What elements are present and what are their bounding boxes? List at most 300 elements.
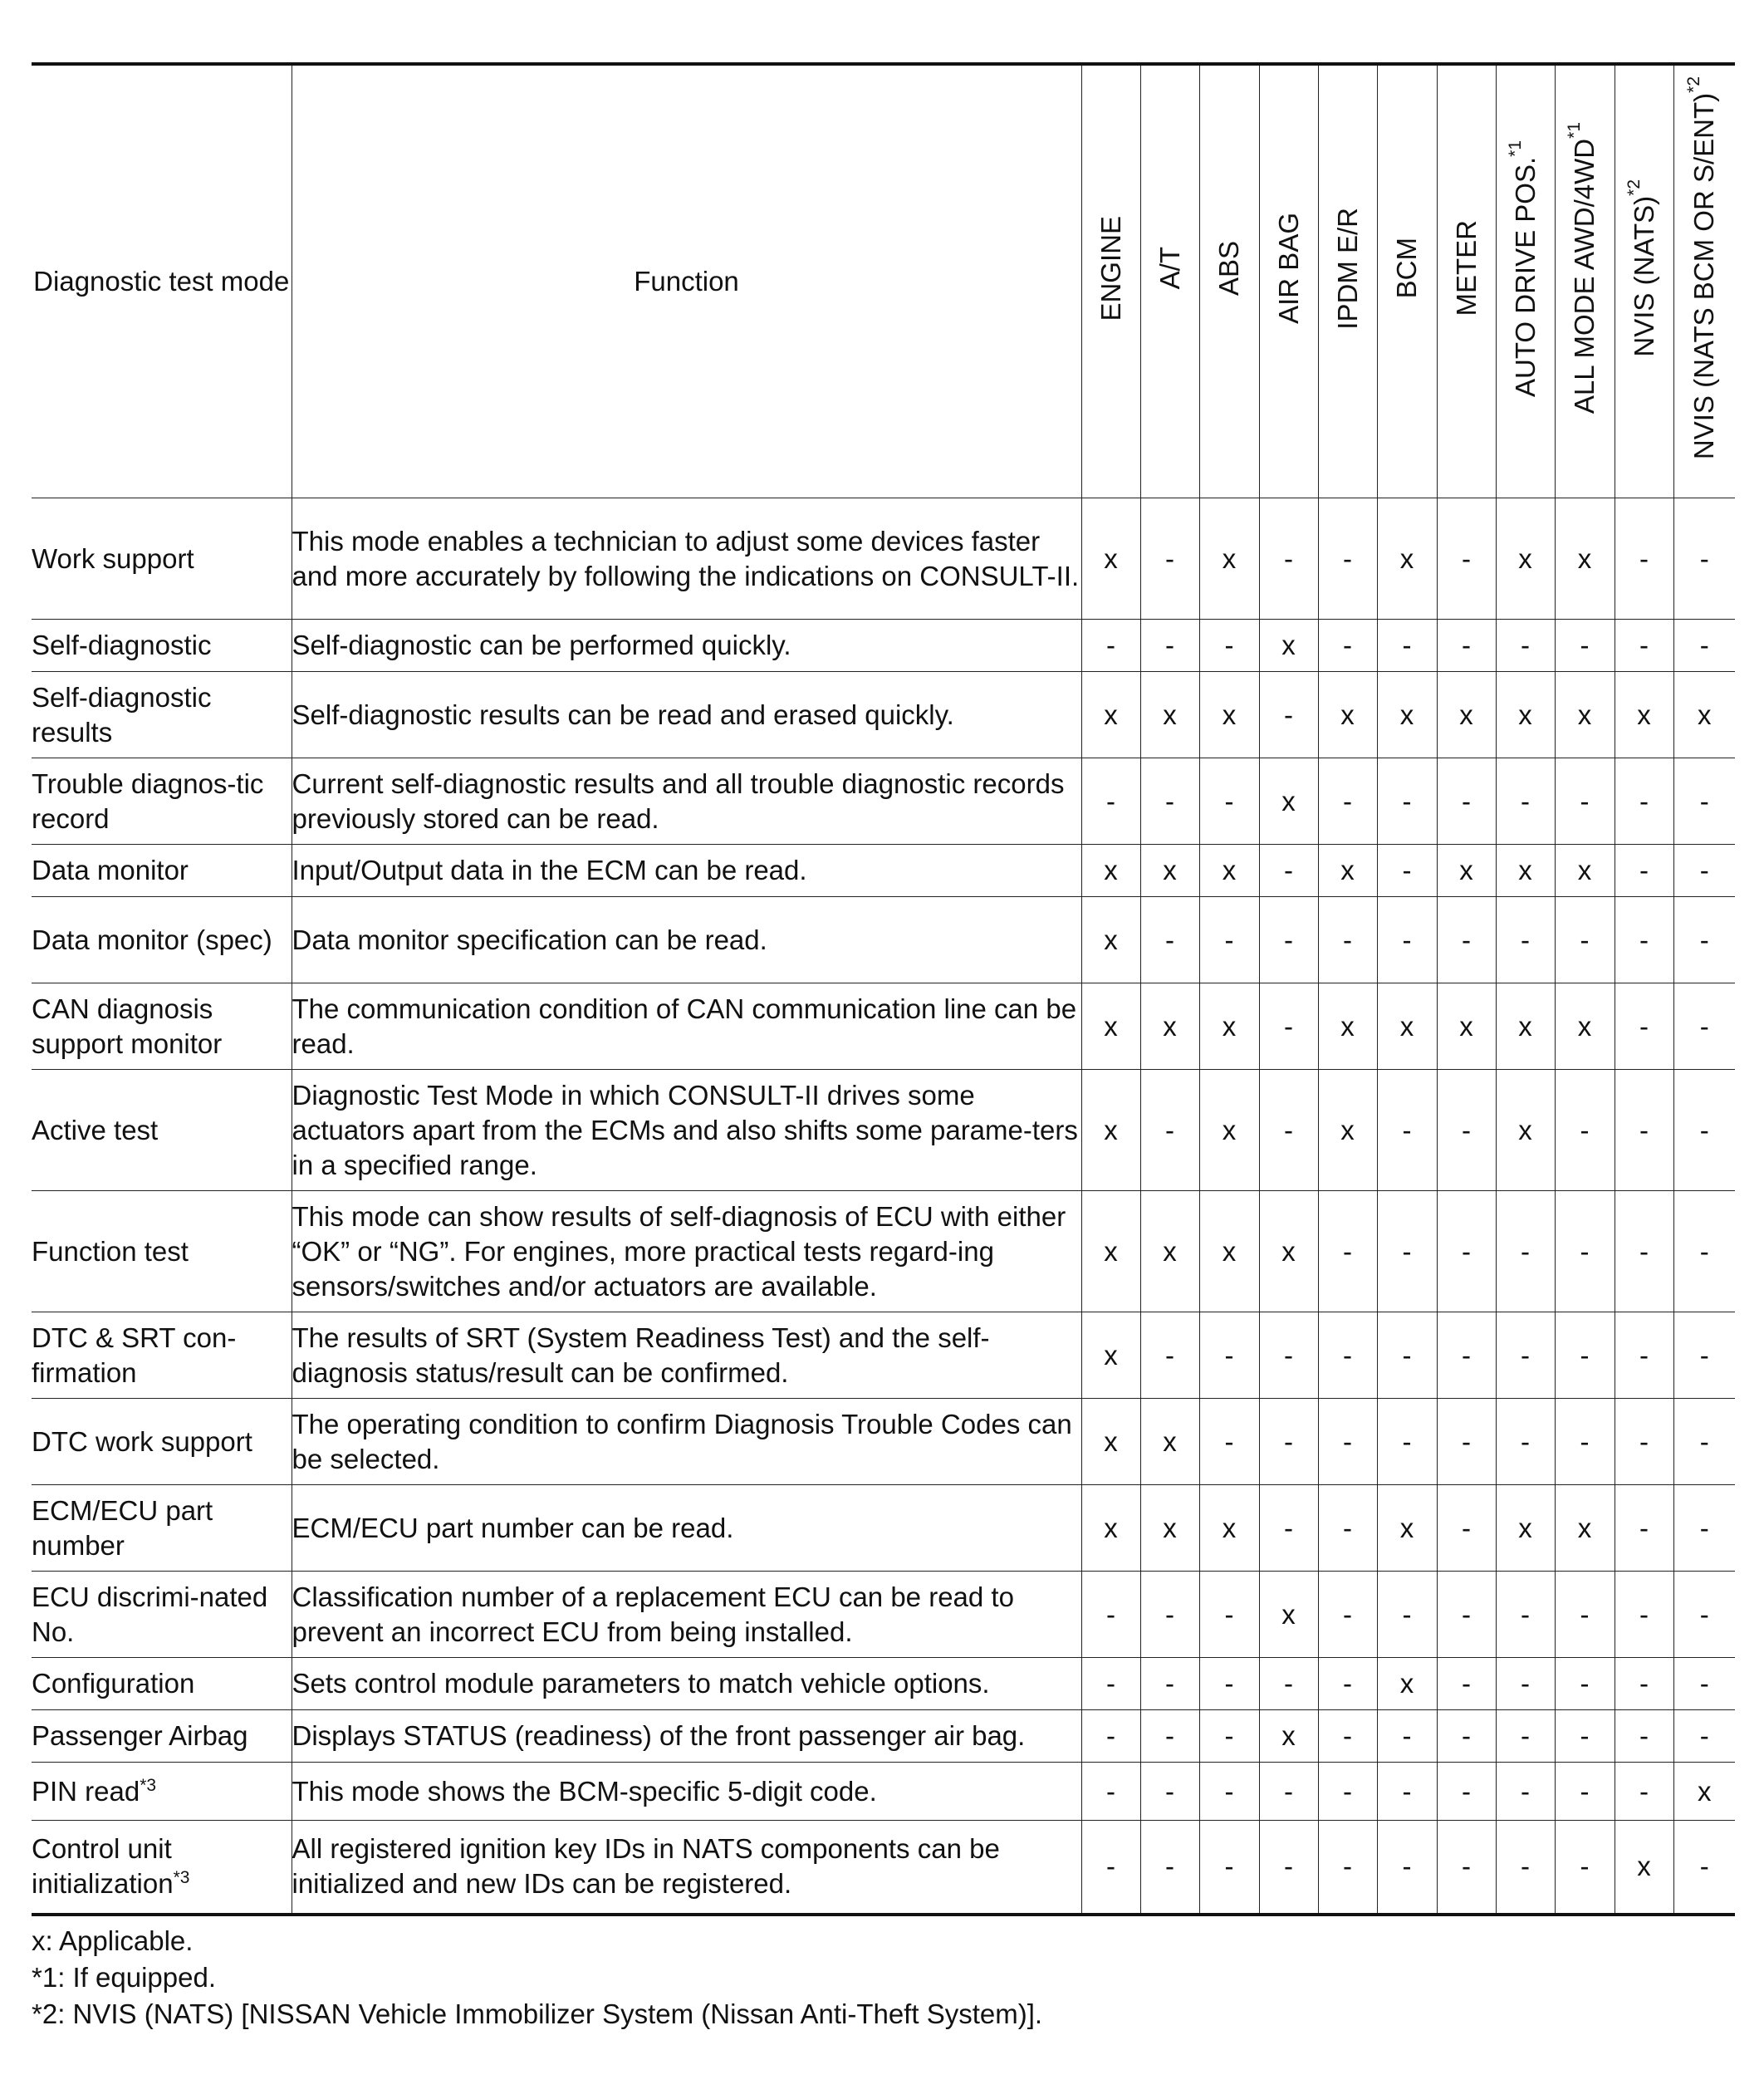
applicability-cell: x <box>1437 845 1496 897</box>
applicability-cell: - <box>1140 1070 1199 1191</box>
mode-name: CAN diagnosis support monitor <box>32 993 223 1059</box>
applicability-cell: - <box>1496 1658 1555 1710</box>
applicability-cell: - <box>1673 758 1735 845</box>
module-name: ABS <box>1213 240 1244 297</box>
table-row <box>32 1070 1735 1191</box>
applicability-cell: - <box>1437 620 1496 672</box>
applicability-cell: - <box>1437 498 1496 620</box>
table-row <box>32 1710 1735 1763</box>
applicability-cell: - <box>1199 1312 1259 1399</box>
applicability-cell: x <box>1496 845 1555 897</box>
applicability-cell: x <box>1318 1070 1377 1191</box>
applicability-cell: - <box>1555 897 1615 983</box>
applicability-cell: x <box>1140 1399 1199 1485</box>
applicability-cell: x <box>1615 672 1673 758</box>
applicability-cell: - <box>1140 897 1199 983</box>
applicability-cell: - <box>1615 498 1673 620</box>
header-module <box>1081 64 1140 498</box>
table-row <box>32 897 1735 983</box>
footnote-ref: *3 <box>173 1868 190 1888</box>
header-function: Function <box>292 64 1081 498</box>
applicability-cell: x <box>1199 1070 1259 1191</box>
mode-cell <box>32 758 292 845</box>
header-module <box>1199 64 1259 498</box>
header-module <box>1377 64 1437 498</box>
applicability-cell: - <box>1496 897 1555 983</box>
applicability-cell: x <box>1437 983 1496 1070</box>
table-row <box>32 498 1735 620</box>
table-row <box>32 1485 1735 1572</box>
module-name: ENGINE <box>1095 215 1126 321</box>
mode-cell <box>32 1821 292 1915</box>
mode-name: ECU discrimi-nated No. <box>32 1581 268 1647</box>
applicability-cell: x <box>1377 1658 1437 1710</box>
applicability-cell: - <box>1259 845 1318 897</box>
module-name: NVIS (NATS) <box>1628 196 1659 357</box>
module-name: METER <box>1450 220 1482 316</box>
applicability-cell: x <box>1081 1485 1140 1572</box>
applicability-cell: - <box>1673 983 1735 1070</box>
applicability-cell: - <box>1555 1763 1615 1821</box>
applicability-cell: - <box>1199 758 1259 845</box>
function-cell: All registered ignition key IDs in NATS components can be initialized and new IDs can be registered. <box>292 1821 1081 1915</box>
module-label <box>1153 247 1188 307</box>
applicability-cell: - <box>1437 1821 1496 1915</box>
applicability-cell: - <box>1140 1710 1199 1763</box>
footnote-ref: *1 <box>1505 140 1525 157</box>
mode-cell <box>32 1191 292 1312</box>
function-cell: Self-diagnostic results can be read and erased quickly. <box>292 672 1081 758</box>
applicability-cell: x <box>1140 1191 1199 1312</box>
applicability-cell: - <box>1496 620 1555 672</box>
applicability-cell: - <box>1199 1763 1259 1821</box>
applicability-cell: - <box>1673 897 1735 983</box>
function-cell: The operating condition to confirm Diagnosis Trouble Codes can be selected. <box>292 1399 1081 1485</box>
applicability-cell: - <box>1081 1821 1140 1915</box>
table-row <box>32 983 1735 1070</box>
applicability-cell: - <box>1140 498 1199 620</box>
table-row <box>32 1821 1735 1915</box>
document <box>32 62 1734 2033</box>
applicability-cell: x <box>1081 1191 1140 1312</box>
header-module <box>1555 64 1615 498</box>
applicability-cell: x <box>1318 983 1377 1070</box>
function-cell: Current self-diagnostic results and all trouble diagnostic records previously stored can be read. <box>292 758 1081 845</box>
applicability-cell: - <box>1318 1658 1377 1710</box>
function-cell: Displays STATUS (readiness) of the front passenger air bag. <box>292 1710 1081 1763</box>
applicability-cell: x <box>1673 1763 1735 1821</box>
module-name: A/T <box>1154 247 1185 290</box>
applicability-cell: x <box>1199 845 1259 897</box>
module-name: ALL MODE AWD/4WD <box>1569 139 1600 414</box>
applicability-cell: - <box>1318 1191 1377 1312</box>
applicability-cell: - <box>1437 1658 1496 1710</box>
footnotes <box>32 1923 1734 2033</box>
applicability-cell: - <box>1377 1763 1437 1821</box>
applicability-cell: - <box>1199 1572 1259 1658</box>
applicability-cell: x <box>1318 672 1377 758</box>
applicability-cell: x <box>1081 498 1140 620</box>
applicability-cell: - <box>1673 1399 1735 1485</box>
mode-name: ECM/ECU part number <box>32 1494 213 1561</box>
applicability-cell: - <box>1437 758 1496 845</box>
applicability-cell: - <box>1259 498 1318 620</box>
applicability-cell: - <box>1555 1191 1615 1312</box>
header-module <box>1437 64 1496 498</box>
function-cell: Input/Output data in the ECM can be read. <box>292 845 1081 897</box>
mode-name: DTC & SRT con-firmation <box>32 1322 237 1388</box>
footnote: x: Applicable. <box>32 1925 194 1956</box>
applicability-cell: - <box>1673 1572 1735 1658</box>
applicability-cell: x <box>1555 845 1615 897</box>
applicability-cell: - <box>1199 1399 1259 1485</box>
module-label <box>1094 216 1129 340</box>
module-label <box>1212 241 1247 314</box>
module-label <box>1389 238 1424 316</box>
function-cell: ECM/ECU part number can be read. <box>292 1485 1081 1572</box>
applicability-cell: - <box>1555 758 1615 845</box>
mode-name: PIN read <box>32 1775 140 1807</box>
mode-cell <box>32 1658 292 1710</box>
applicability-cell: - <box>1377 1312 1437 1399</box>
applicability-cell: - <box>1140 1658 1199 1710</box>
applicability-cell: - <box>1259 897 1318 983</box>
applicability-cell: - <box>1615 1312 1673 1399</box>
applicability-cell: x <box>1555 1485 1615 1572</box>
module-label <box>1449 220 1484 335</box>
applicability-cell: - <box>1673 1312 1735 1399</box>
applicability-cell: x <box>1259 1572 1318 1658</box>
applicability-cell: - <box>1437 1485 1496 1572</box>
applicability-cell: - <box>1555 1399 1615 1485</box>
function-cell: The communication condition of CAN communication line can be read. <box>292 983 1081 1070</box>
applicability-cell: - <box>1377 620 1437 672</box>
applicability-cell: - <box>1437 1399 1496 1485</box>
applicability-cell: - <box>1199 1821 1259 1915</box>
applicability-cell: - <box>1615 1572 1673 1658</box>
applicability-cell: - <box>1318 758 1377 845</box>
applicability-cell: - <box>1496 1821 1555 1915</box>
mode-name: Configuration <box>32 1668 195 1699</box>
mode-cell <box>32 897 292 983</box>
table-row <box>32 1572 1735 1658</box>
applicability-cell: x <box>1140 672 1199 758</box>
applicability-cell: - <box>1377 897 1437 983</box>
module-label <box>1567 122 1602 432</box>
mode-cell <box>32 1485 292 1572</box>
applicability-cell: - <box>1081 758 1140 845</box>
header-module <box>1259 64 1318 498</box>
mode-name: DTC work support <box>32 1425 252 1457</box>
header-diagnostic-test-mode: Diagnostic test mode <box>32 64 292 498</box>
applicability-cell: - <box>1555 1658 1615 1710</box>
applicability-cell: - <box>1437 1710 1496 1763</box>
function-cell: Self-diagnostic can be performed quickly. <box>292 620 1081 672</box>
table-row <box>32 758 1735 845</box>
applicability-cell: x <box>1555 498 1615 620</box>
applicability-cell: x <box>1081 983 1140 1070</box>
module-label <box>1505 140 1543 415</box>
applicability-cell: - <box>1259 1658 1318 1710</box>
module-label <box>1330 208 1365 348</box>
module-name: NVIS (NATS BCM OR S/ENT) <box>1688 93 1720 460</box>
applicability-cell: - <box>1377 1191 1437 1312</box>
mode-cell <box>32 1763 292 1821</box>
applicability-cell: x <box>1555 983 1615 1070</box>
applicability-cell: - <box>1673 1658 1735 1710</box>
table-header-row <box>32 64 1735 498</box>
applicability-cell: - <box>1555 1572 1615 1658</box>
applicability-cell: - <box>1081 1763 1140 1821</box>
applicability-cell: x <box>1259 758 1318 845</box>
table-row <box>32 1399 1735 1485</box>
applicability-cell: - <box>1318 498 1377 620</box>
applicability-cell: x <box>1555 672 1615 758</box>
table-row <box>32 845 1735 897</box>
applicability-cell: x <box>1081 845 1140 897</box>
applicability-cell: x <box>1437 672 1496 758</box>
applicability-cell: - <box>1555 1312 1615 1399</box>
applicability-cell: - <box>1081 1710 1140 1763</box>
applicability-cell: x <box>1081 1070 1140 1191</box>
mode-name: Passenger Airbag <box>32 1720 248 1751</box>
header-module <box>1496 64 1555 498</box>
applicability-cell: - <box>1555 1710 1615 1763</box>
header-module <box>1318 64 1377 498</box>
applicability-cell: - <box>1318 1572 1377 1658</box>
applicability-cell: x <box>1199 1485 1259 1572</box>
mode-cell <box>32 620 292 672</box>
module-name: AIR BAG <box>1272 213 1304 324</box>
applicability-cell: - <box>1259 1399 1318 1485</box>
applicability-cell: - <box>1259 1763 1318 1821</box>
table-row <box>32 1191 1735 1312</box>
mode-name: Self-diagnostic results <box>32 681 212 748</box>
applicability-cell: x <box>1140 1485 1199 1572</box>
function-cell: This mode enables a technician to adjust some devices faster and more accurately by following the indications on CONSULT-II. <box>292 498 1081 620</box>
function-cell: The results of SRT (System Readiness Test) and the self-diagnosis status/result can be confirmed. <box>292 1312 1081 1399</box>
applicability-cell: - <box>1259 983 1318 1070</box>
applicability-cell: - <box>1318 1399 1377 1485</box>
applicability-cell: x <box>1377 983 1437 1070</box>
applicability-cell: - <box>1140 758 1199 845</box>
applicability-cell: x <box>1081 1399 1140 1485</box>
applicability-cell: - <box>1615 845 1673 897</box>
applicability-cell: - <box>1318 897 1377 983</box>
table-row <box>32 1658 1735 1710</box>
table-row <box>32 1763 1735 1821</box>
applicability-cell: - <box>1555 1821 1615 1915</box>
function-cell: This mode shows the BCM-specific 5-digit code. <box>292 1763 1081 1821</box>
mode-name: Self-diagnostic <box>32 630 212 660</box>
applicability-cell: - <box>1140 620 1199 672</box>
applicability-cell: x <box>1496 672 1555 758</box>
mode-cell <box>32 1070 292 1191</box>
mode-name: Data monitor <box>32 855 189 885</box>
applicability-cell: - <box>1377 1821 1437 1915</box>
diagnostic-test-mode-table <box>32 62 1735 1916</box>
applicability-cell: - <box>1673 845 1735 897</box>
applicability-cell: x <box>1259 1710 1318 1763</box>
mode-cell <box>32 983 292 1070</box>
applicability-cell: - <box>1437 1572 1496 1658</box>
module-name: IPDM E/R <box>1331 207 1363 330</box>
mode-name: Data monitor (spec) <box>32 924 272 955</box>
applicability-cell: - <box>1199 1658 1259 1710</box>
applicability-cell: - <box>1615 897 1673 983</box>
function-cell: This mode can show results of self-diagnosis of ECU with either “OK” or “NG”. For engines, more practical tests regard-ing sensors/switches and/or actuators are available. <box>292 1191 1081 1312</box>
module-name: BCM <box>1391 238 1422 299</box>
applicability-cell: x <box>1140 845 1199 897</box>
applicability-cell: - <box>1318 1821 1377 1915</box>
header-module <box>1673 64 1735 498</box>
applicability-cell: x <box>1673 672 1735 758</box>
applicability-cell: - <box>1673 498 1735 620</box>
footnote-ref: *1 <box>1565 122 1584 140</box>
applicability-cell: - <box>1318 620 1377 672</box>
applicability-cell: - <box>1377 845 1437 897</box>
function-cell: Classification number of a replacement ECU can be read to prevent an incorrect ECU from being installed. <box>292 1572 1081 1658</box>
applicability-cell: - <box>1081 1572 1140 1658</box>
applicability-cell: - <box>1437 1070 1496 1191</box>
applicability-cell: - <box>1615 1658 1673 1710</box>
applicability-cell: x <box>1496 1485 1555 1572</box>
module-name: AUTO DRIVE POS. <box>1509 156 1541 397</box>
applicability-cell: - <box>1140 1312 1199 1399</box>
applicability-cell: - <box>1377 758 1437 845</box>
applicability-cell: - <box>1615 1070 1673 1191</box>
applicability-cell: x <box>1496 498 1555 620</box>
mode-name: Trouble diagnos-tic record <box>32 767 264 834</box>
function-cell: Sets control module parameters to match vehicle options. <box>292 1658 1081 1710</box>
mode-cell <box>32 845 292 897</box>
applicability-cell: - <box>1437 897 1496 983</box>
applicability-cell: - <box>1615 1763 1673 1821</box>
mode-cell <box>32 1710 292 1763</box>
footnote: *2: NVIS (NATS) [NISSAN Vehicle Immobilizer System (Nissan Anti-Theft System)]. <box>32 1998 1043 2029</box>
applicability-cell: - <box>1673 1485 1735 1572</box>
applicability-cell: x <box>1377 498 1437 620</box>
applicability-cell: - <box>1673 1070 1735 1191</box>
applicability-cell: - <box>1259 1485 1318 1572</box>
function-cell: Diagnostic Test Mode in which CONSULT-II drives some actuators apart from the ECMs and also shifts some parame-ters in a specified range. <box>292 1070 1081 1191</box>
applicability-cell: - <box>1140 1572 1199 1658</box>
applicability-cell: x <box>1140 983 1199 1070</box>
applicability-cell: - <box>1259 1312 1318 1399</box>
applicability-cell: - <box>1437 1763 1496 1821</box>
applicability-cell: - <box>1437 1191 1496 1312</box>
applicability-cell: - <box>1615 758 1673 845</box>
applicability-cell: - <box>1437 1312 1496 1399</box>
applicability-cell: - <box>1377 1399 1437 1485</box>
module-label <box>1624 179 1662 375</box>
table-row <box>32 672 1735 758</box>
footnote: *1: If equipped. <box>32 1961 217 1993</box>
applicability-cell: - <box>1259 672 1318 758</box>
header-module <box>1140 64 1199 498</box>
applicability-cell: - <box>1673 1710 1735 1763</box>
applicability-cell: - <box>1496 1191 1555 1312</box>
applicability-cell: - <box>1199 620 1259 672</box>
header-module <box>1615 64 1673 498</box>
applicability-cell: - <box>1615 1191 1673 1312</box>
applicability-cell: - <box>1318 1710 1377 1763</box>
applicability-cell: - <box>1496 1763 1555 1821</box>
applicability-cell: x <box>1377 1485 1437 1572</box>
applicability-cell: - <box>1259 1070 1318 1191</box>
applicability-cell: - <box>1081 620 1140 672</box>
applicability-cell: - <box>1081 1658 1140 1710</box>
mode-name: Work support <box>32 542 194 574</box>
applicability-cell: - <box>1318 1485 1377 1572</box>
table-row <box>32 620 1735 672</box>
applicability-cell: - <box>1318 1763 1377 1821</box>
applicability-cell: - <box>1673 1191 1735 1312</box>
applicability-cell: x <box>1199 983 1259 1070</box>
applicability-cell: x <box>1615 1821 1673 1915</box>
applicability-cell: x <box>1199 1191 1259 1312</box>
applicability-cell: - <box>1318 1312 1377 1399</box>
mode-cell <box>32 1399 292 1485</box>
mode-cell <box>32 498 292 620</box>
applicability-cell: - <box>1199 1710 1259 1763</box>
applicability-cell: - <box>1673 1821 1735 1915</box>
applicability-cell: - <box>1615 1710 1673 1763</box>
applicability-cell: - <box>1673 620 1735 672</box>
applicability-cell: - <box>1496 1399 1555 1485</box>
module-label <box>1272 213 1306 342</box>
applicability-cell: x <box>1259 620 1318 672</box>
applicability-cell: x <box>1199 672 1259 758</box>
applicability-cell: - <box>1496 1312 1555 1399</box>
mode-name: Function test <box>32 1235 189 1267</box>
function-cell: Data monitor specification can be read. <box>292 897 1081 983</box>
applicability-cell: - <box>1496 1710 1555 1763</box>
module-label <box>1684 76 1722 478</box>
footnote-ref: *2 <box>1684 76 1704 94</box>
applicability-cell: - <box>1140 1763 1199 1821</box>
mode-cell <box>32 1312 292 1399</box>
applicability-cell: - <box>1555 620 1615 672</box>
applicability-cell: x <box>1318 845 1377 897</box>
applicability-cell: x <box>1259 1191 1318 1312</box>
applicability-cell: - <box>1377 1710 1437 1763</box>
table-row <box>32 1312 1735 1399</box>
applicability-cell: - <box>1199 897 1259 983</box>
mode-name: Active test <box>32 1114 159 1145</box>
applicability-cell: x <box>1496 983 1555 1070</box>
applicability-cell: x <box>1081 897 1140 983</box>
applicability-cell: - <box>1377 1572 1437 1658</box>
applicability-cell: - <box>1377 1070 1437 1191</box>
mode-cell <box>32 672 292 758</box>
applicability-cell: - <box>1615 983 1673 1070</box>
mode-name: Control unit initialization <box>32 1833 174 1900</box>
mode-cell <box>32 1572 292 1658</box>
applicability-cell: - <box>1140 1821 1199 1915</box>
applicability-cell: x <box>1377 672 1437 758</box>
footnote-ref: *3 <box>140 1775 157 1795</box>
footnote-ref: *2 <box>1624 179 1644 197</box>
applicability-cell: - <box>1555 1070 1615 1191</box>
applicability-cell: x <box>1081 1312 1140 1399</box>
applicability-cell: x <box>1199 498 1259 620</box>
applicability-cell: - <box>1615 1399 1673 1485</box>
applicability-cell: - <box>1259 1821 1318 1915</box>
applicability-cell: - <box>1496 758 1555 845</box>
applicability-cell: - <box>1496 1572 1555 1658</box>
applicability-cell: x <box>1081 672 1140 758</box>
